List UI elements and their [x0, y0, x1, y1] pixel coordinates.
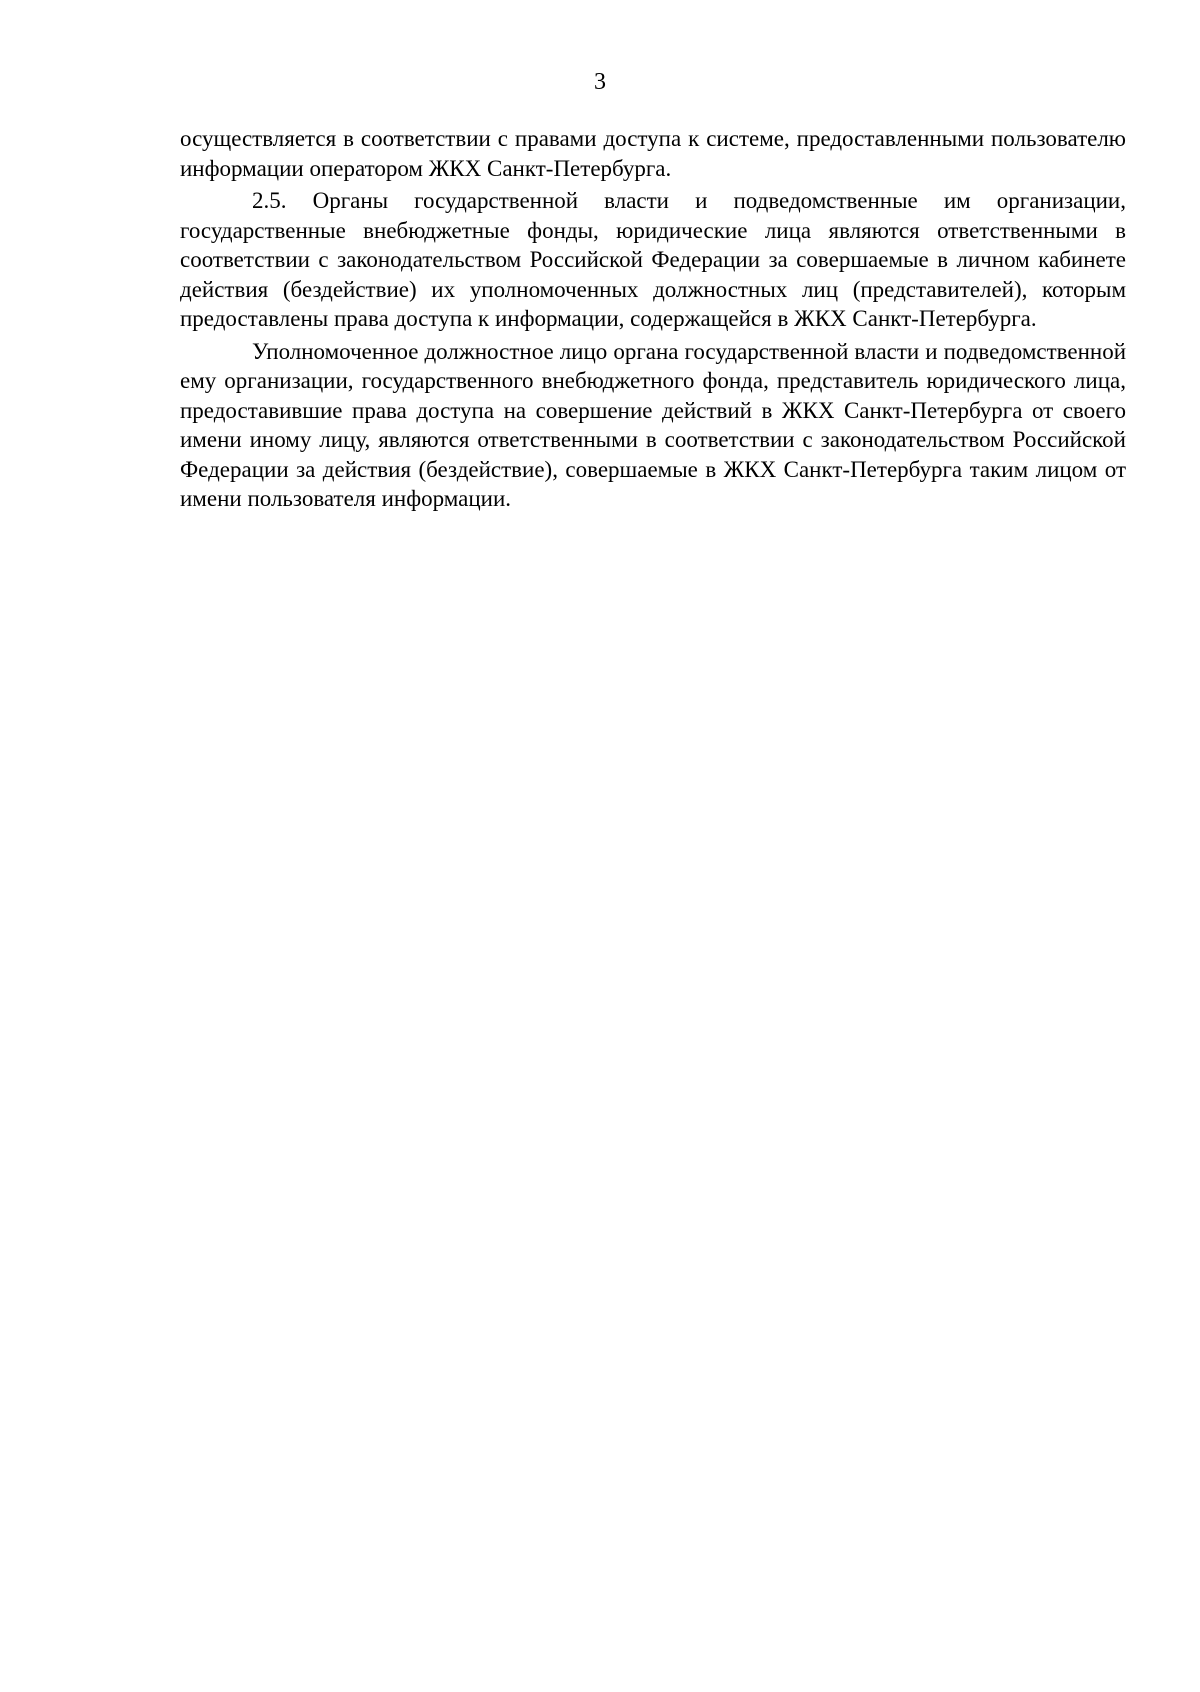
paragraph-2-5: 2.5. Органы государственной власти и подведомственные им организации, государственные внебюджетные фонды, юридические лица являются ответственными в соответствии с законодательством Российской Федерации за совершаемые в личном кабинете действия (бездействие) их уполномоченных должностных лиц (представителей), которым предоставлены права доступа к информации, содержащейся в ЖКХ Санкт-Петербурга. — [180, 188, 1126, 331]
paragraph-authorized-official: Уполномоченное должностное лицо органа государственной власти и подведомственной ему организации, государственного внебюджетного фонда, представитель юридического лица, предоставившие права доступа на совершение действий в ЖКХ Санкт-Петербурга от своего имени иному лицу, являются ответственными в соответствии с законодательством Российской Федерации за действия (бездействие), совершаемые в ЖКХ Санкт-Петербурга таким лицом от имени пользователя информации. — [180, 338, 1126, 511]
paragraph-continuation: осуществляется в соответствии с правами доступа к системе, предоставленными пользователю информации оператором ЖКХ Санкт-Петербурга. — [180, 126, 1126, 181]
page-number: 3 — [594, 69, 606, 95]
document-body — [180, 124, 1126, 514]
